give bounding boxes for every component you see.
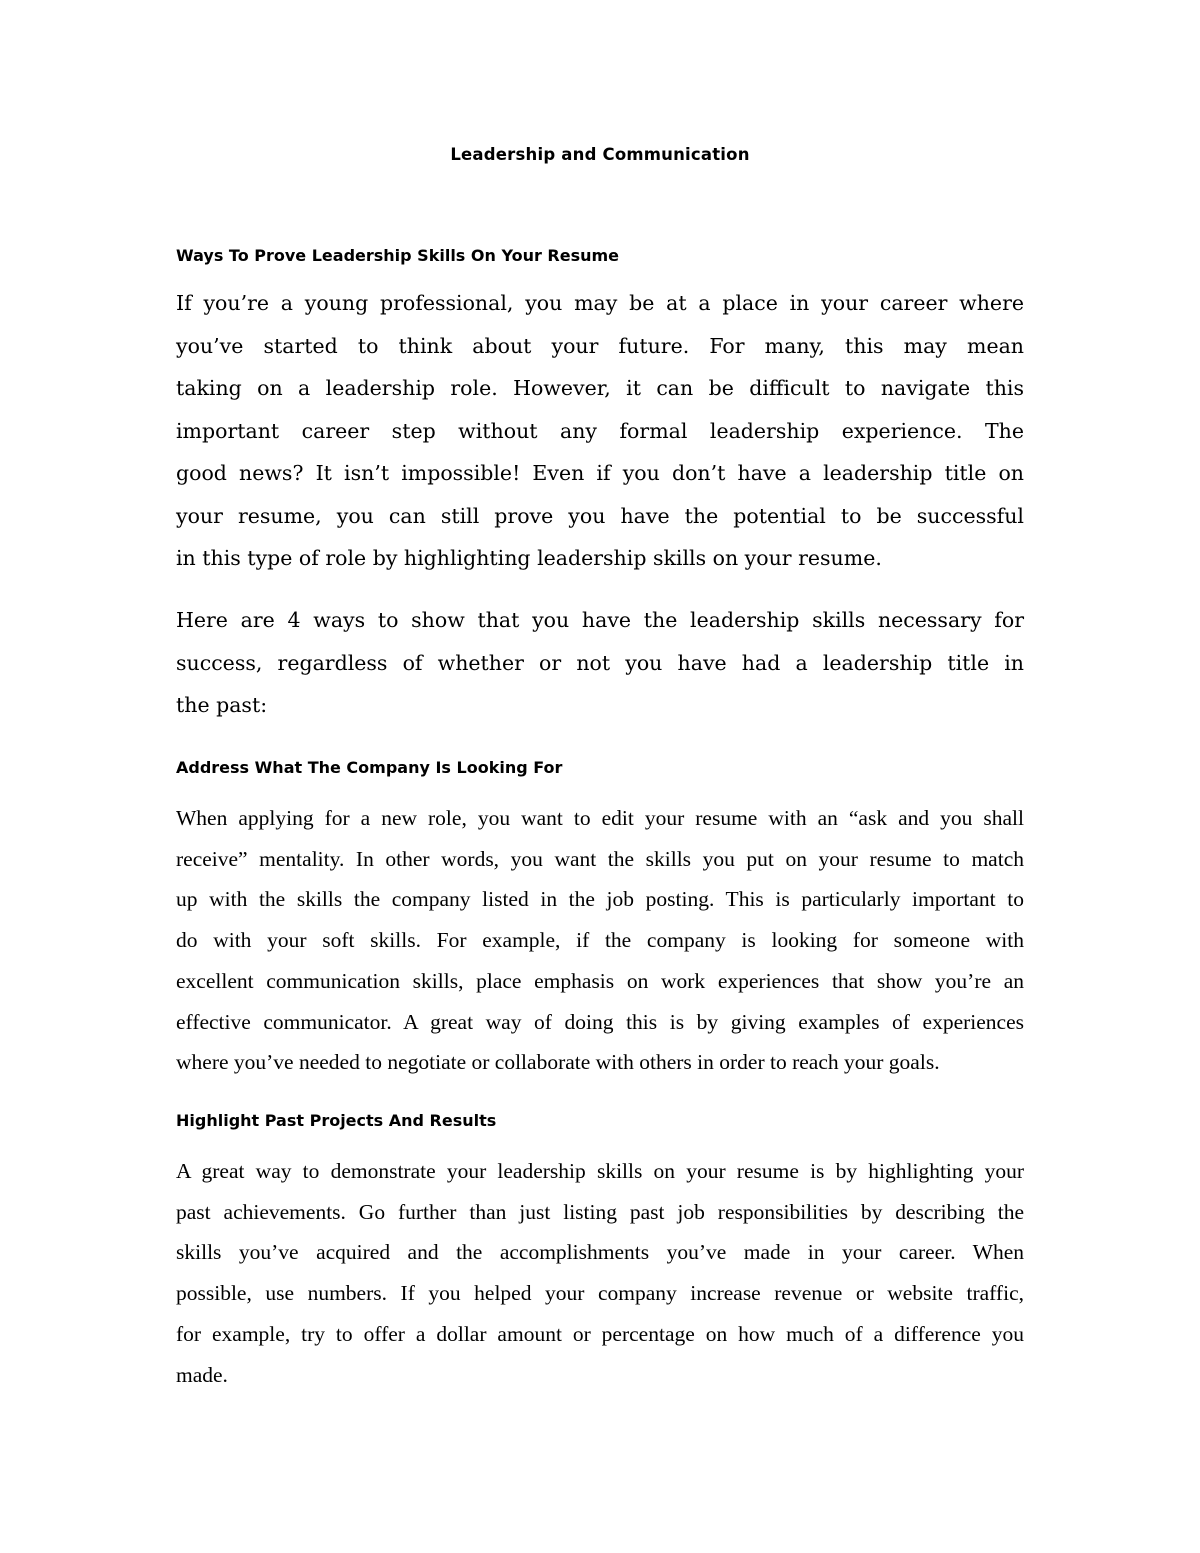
paragraph-line: excellent communication skills, place emphasis on work experiences that show you’re an — [176, 968, 1024, 993]
paragraph-line: up with the skills the company listed in the job posting. This is particularly important to — [176, 887, 1024, 912]
paragraph-company-needs — [176, 798, 1024, 1083]
paragraph-line: for example, try to offer a dollar amount or percentage on how much of a difference you — [176, 1321, 1024, 1346]
paragraph-line: you’ve started to think about your future. For many, this may mean — [176, 333, 1024, 358]
paragraph-line: If you’re a young professional, you may be at a place in your career where — [176, 291, 1024, 315]
paragraph-line: good news? It isn’t impossible! Even if you don’t have a leadership title on — [176, 461, 1024, 485]
paragraph-line: made. — [176, 1362, 228, 1387]
section-heading-past-projects: Highlight Past Projects And Results — [176, 1111, 497, 1130]
paragraph-line: effective communicator. A great way of doing this is by giving examples of experiences — [176, 1009, 1024, 1034]
paragraph-line: in this type of role by highlighting leadership skills on your resume. — [176, 546, 882, 570]
paragraph-past-projects — [176, 1151, 1024, 1395]
paragraph-line: where you’ve needed to negotiate or collaborate with others in order to reach your goals. — [176, 1050, 940, 1075]
paragraph-intro — [176, 282, 1024, 580]
section-heading-resume-leadership: Ways To Prove Leadership Skills On Your Resume — [176, 246, 620, 265]
paragraph-line: skills you’ve acquired and the accomplishments you’ve made in your career. When — [176, 1240, 1024, 1265]
paragraph-line: past achievements. Go further than just listing past job responsibilities by describing the — [176, 1199, 1024, 1224]
paragraph-line: success, regardless of whether or not you have had a leadership title in — [176, 650, 1024, 675]
paragraph-line: do with your soft skills. For example, if the company is looking for someone with — [176, 928, 1024, 953]
section-heading-company-needs: Address What The Company Is Looking For — [176, 758, 563, 777]
paragraph-line: important career step without any formal leadership experience. The — [176, 418, 1024, 443]
paragraph-four-ways — [176, 599, 1024, 727]
paragraph-line: receive” mentality. In other words, you want the skills you put on your resume to match — [176, 846, 1024, 871]
paragraph-line: possible, use numbers. If you helped your company increase revenue or website traffic, — [176, 1281, 1024, 1306]
paragraph-line: the past: — [176, 693, 268, 717]
paragraph-line: your resume, you can still prove you have the potential to be successful — [176, 503, 1024, 528]
paragraph-line: When applying for a new role, you want to edit your resume with an “ask and you shall — [176, 806, 1024, 830]
paragraph-line: A great way to demonstrate your leadership skills on your resume is by highlighting your — [176, 1159, 1024, 1183]
paragraph-line: Here are 4 ways to show that you have the leadership skills necessary for — [176, 608, 1024, 632]
paragraph-line: taking on a leadership role. However, it can be difficult to navigate this — [176, 376, 1024, 400]
document-title: Leadership and Communication — [450, 145, 750, 164]
